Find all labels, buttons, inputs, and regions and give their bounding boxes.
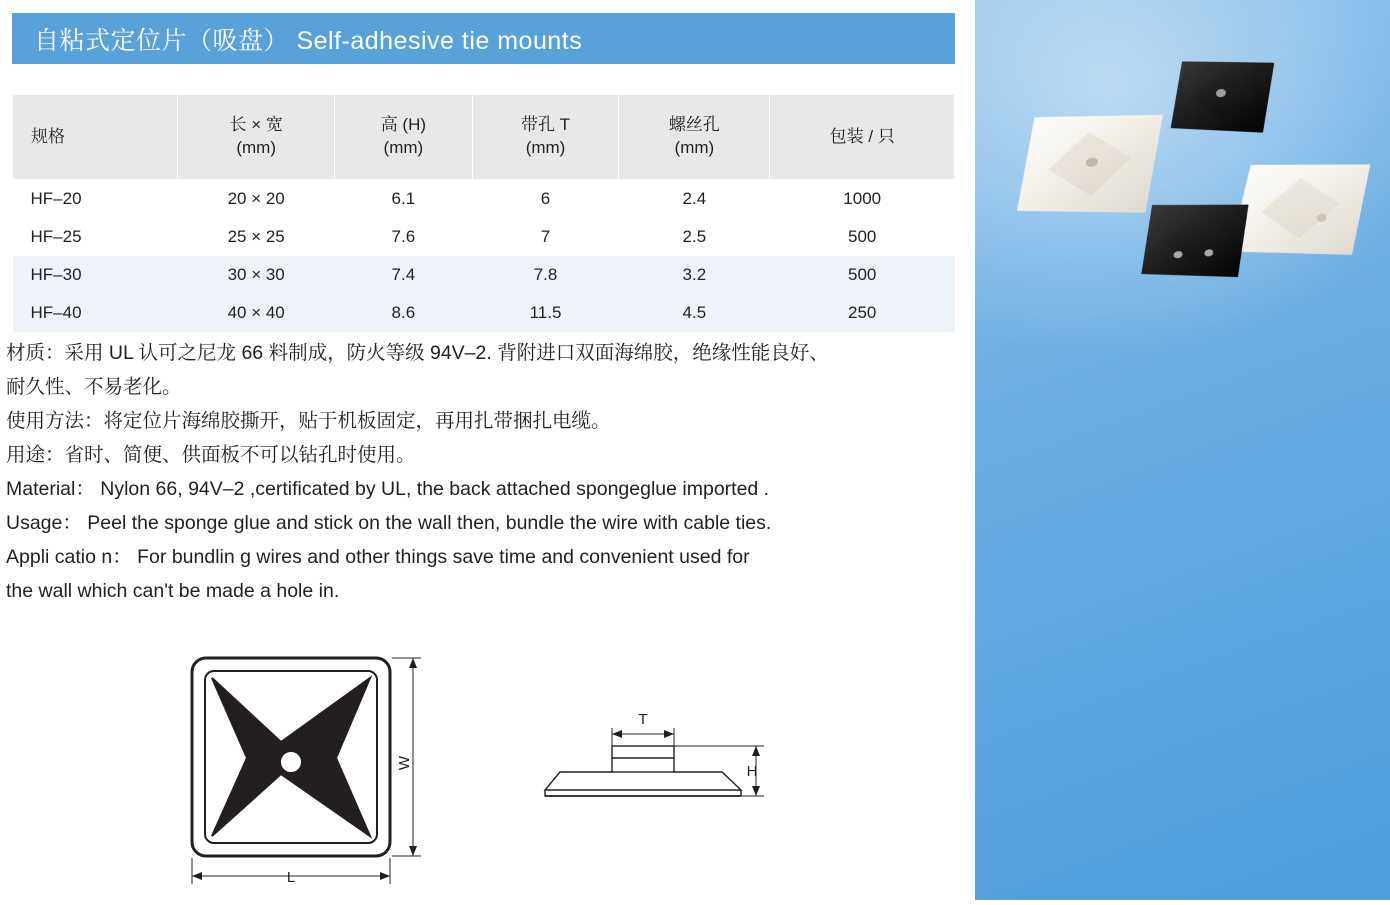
description-line-3: 使用方法：将定位片海绵胶撕开，贴于机板固定，再用扎带捆扎电缆。: [6, 410, 611, 432]
column-header-height-line1: 高 (H): [380, 115, 427, 135]
cell-height: 6.1: [335, 180, 473, 219]
column-header-spec: [13, 95, 178, 180]
cell-pack: 250: [770, 294, 955, 332]
top-view-length-label: L: [286, 869, 296, 886]
top-view-width-label: W: [396, 755, 413, 771]
table-body: [13, 180, 955, 333]
cell-pack: 500: [770, 218, 955, 256]
cell-spec: HF–30: [13, 256, 178, 294]
side-view-t-label: T: [638, 711, 648, 728]
cell-screw: 2.5: [619, 218, 770, 256]
cell-screw: 2.4: [619, 180, 770, 219]
drawings-svg: [0, 630, 960, 900]
table-row: [13, 180, 955, 219]
description-line-6: Usage： Peel the sponge glue and stick on the wall then, bundle the wire with cable ties.: [6, 512, 772, 534]
cell-hole-t: 6: [472, 180, 619, 219]
column-header-hole-t: [472, 95, 619, 180]
cell-screw: 4.5: [619, 294, 770, 332]
cell-size: 40 × 40: [178, 294, 335, 332]
cell-hole-t: 7: [472, 218, 619, 256]
page-title-banner: [12, 13, 955, 64]
table-row: [13, 218, 955, 256]
table-row: [13, 294, 955, 332]
cell-screw: 3.2: [619, 256, 770, 294]
description-line-2: 耐久性、不易老化。: [6, 376, 182, 398]
column-header-height: [335, 95, 473, 180]
column-header-packing: [770, 95, 955, 180]
top-view-center-hole: [280, 751, 302, 773]
page-title: 自粘式定位片（吸盘） Self-adhesive tie mounts: [34, 26, 583, 55]
cell-pack: 1000: [770, 180, 955, 219]
table-header-row: [13, 95, 955, 180]
product-photo-panel: [975, 0, 1390, 900]
cell-height: 8.6: [335, 294, 473, 332]
column-header-screw-hole: [619, 95, 770, 180]
top-view-drawing: [192, 658, 390, 856]
side-view-h-label: H: [746, 763, 758, 780]
column-header-screw-hole-line1: 螺丝孔: [668, 115, 720, 135]
column-header-size-line1: 长 × 宽: [229, 115, 283, 135]
side-view-drawing: [545, 746, 741, 796]
cell-size: 20 × 20: [178, 180, 335, 219]
cell-height: 7.4: [335, 256, 473, 294]
column-header-height-line2: (mm): [383, 138, 424, 157]
description-line-4: 用途：省时、简便、供面板不可以钻孔时使用。: [6, 444, 416, 466]
product-photo-black-mount-top: [1170, 53, 1276, 140]
column-header-hole-t-line2: (mm): [525, 138, 566, 157]
table-row: [13, 256, 955, 294]
specification-table: [12, 94, 955, 332]
description-line-1: 材质：采用 UL 认可之尼龙 66 料制成，防火等级 94V–2. 背附进口双面海绵胶，绝缘性能良好、: [6, 342, 829, 364]
column-header-size: [178, 95, 335, 180]
cell-height: 7.6: [335, 218, 473, 256]
table-header: [13, 95, 955, 180]
column-header-screw-hole-line2: (mm): [674, 138, 715, 157]
description-block: [6, 336, 966, 608]
cell-hole-t: 7.8: [472, 256, 619, 294]
column-header-spec-line1: 规格: [31, 126, 65, 146]
description-line-5: Material： Nylon 66, 94V–2 ,certificated by UL, the back attached spongeglue imported .: [6, 478, 770, 500]
cell-spec: HF–25: [13, 218, 178, 256]
product-photo-white-mount-right: [1230, 152, 1371, 267]
column-header-packing-line1: 包装 / 只: [829, 126, 895, 146]
description-line-7: Appli catio n： For bundlin g wires and other things save time and convenient used for: [6, 546, 750, 568]
column-header-size-line2: (mm): [236, 138, 276, 157]
cell-size: 30 × 30: [178, 256, 335, 294]
technical-drawings: [0, 630, 960, 900]
product-photo-black-mount-lower: [1139, 193, 1251, 289]
cell-spec: HF–40: [13, 294, 178, 332]
cell-hole-t: 11.5: [472, 294, 619, 332]
cell-size: 25 × 25: [178, 218, 335, 256]
description-line-8: the wall which can't be made a hole in.: [6, 580, 340, 602]
cell-spec: HF–20: [13, 180, 178, 219]
cell-pack: 500: [770, 256, 955, 294]
column-header-hole-t-line1: 带孔 T: [520, 115, 571, 135]
side-view-t-dimension: [612, 728, 674, 746]
